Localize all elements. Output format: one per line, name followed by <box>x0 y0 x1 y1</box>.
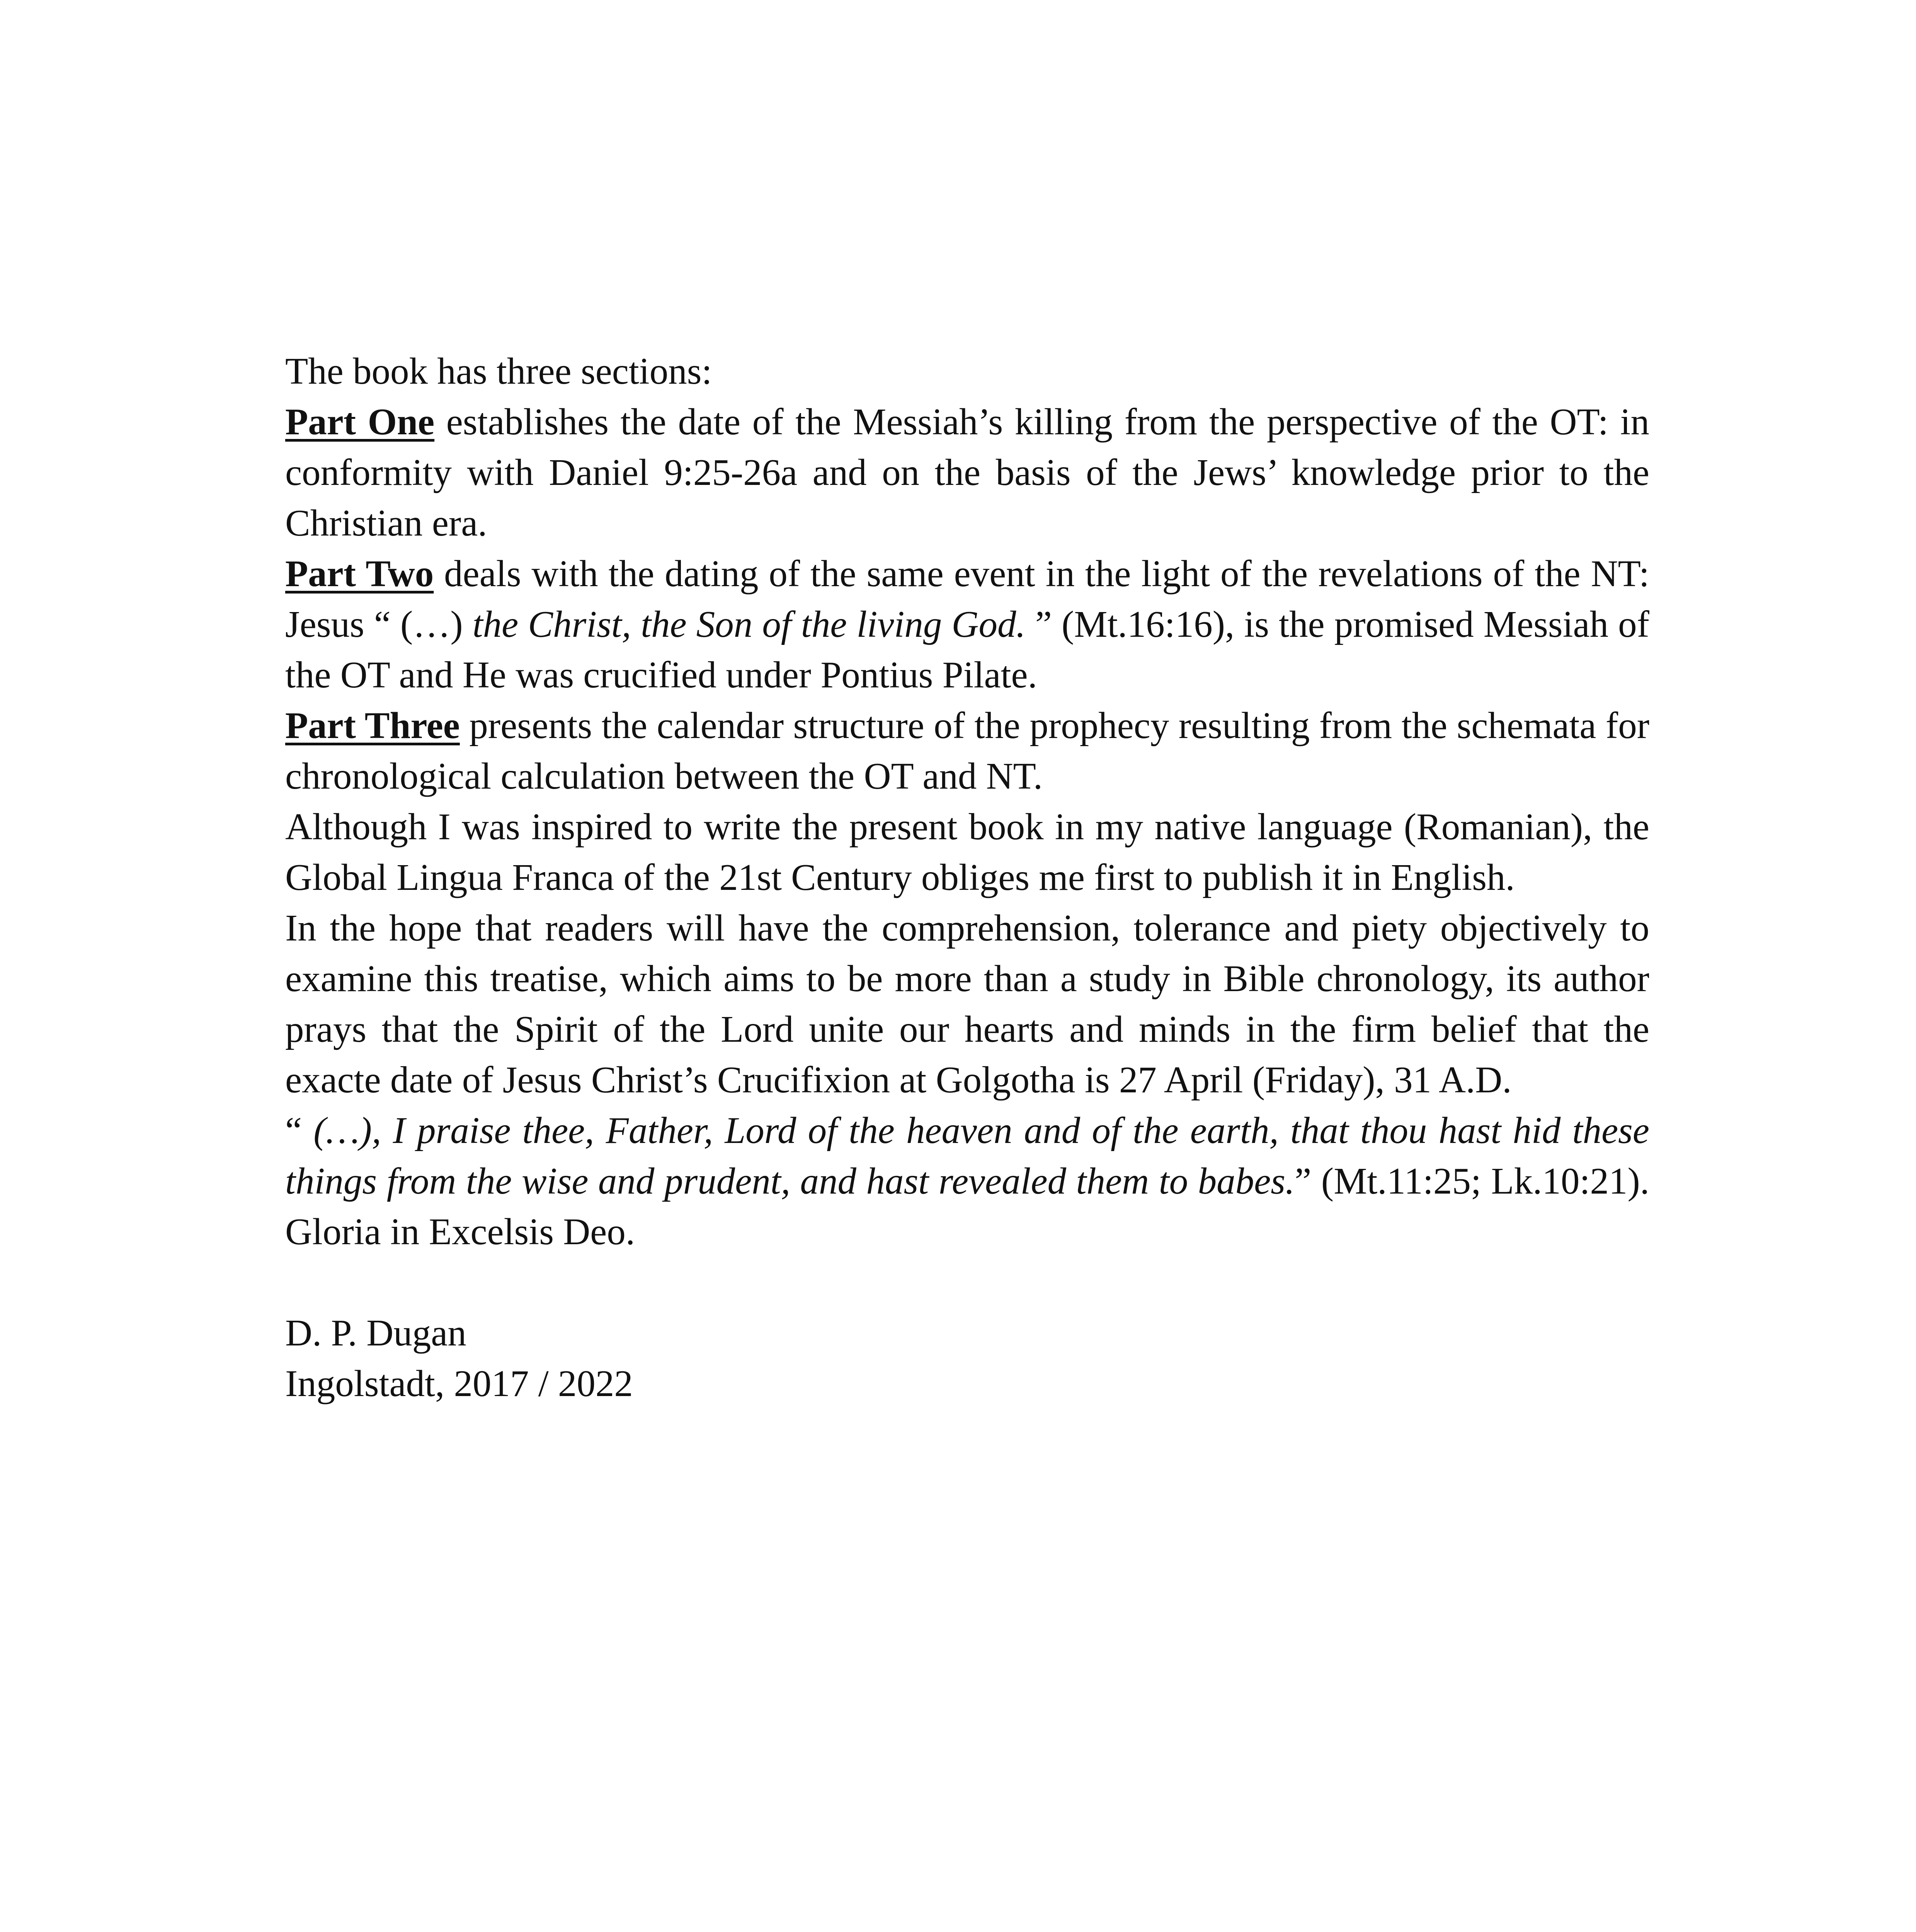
part-three-paragraph <box>285 700 1649 801</box>
part-two-text-after: ” (Mt.16:16), is the promised Messiah of the OT and He was crucified under Pontius Pilate. <box>285 604 1649 696</box>
language-note-paragraph: Although I was inspired to write the present book in my native language (Romanian), the Global Lingua Franca of the 21st Century obliges me first to publish it in English. <box>285 806 1649 898</box>
signature-spacer <box>285 1257 1649 1308</box>
closing-quote-text: (…), I praise thee, Father, Lord of the heaven and of the earth, that thou hast hid these things from the wise and prudent, and hast revealed them to babes. <box>285 1110 1649 1202</box>
closing-quote-after: ” (Mt.11:25; Lk.10:21). Gloria in Excelsis Deo. <box>285 1160 1649 1252</box>
part-three-text: presents the calendar structure of the prophecy resulting from the schemata for chronological calculation between the OT and NT. <box>285 705 1650 797</box>
part-one-label: Part One <box>285 401 435 442</box>
intro-line: The book has three sections: <box>285 350 712 392</box>
part-two-paragraph <box>285 548 1649 700</box>
part-one-paragraph <box>285 396 1649 548</box>
closing-quote-open: “ <box>285 1110 314 1151</box>
signature-author: D. P. Dugan <box>285 1312 466 1354</box>
closing-quote-paragraph <box>285 1105 1649 1257</box>
part-two-label: Part Two <box>285 553 434 594</box>
part-two-text-before: deals with the dating of the same event in the light of the revelations of the NT: Jesus “ (…) <box>285 553 1649 645</box>
part-three-label: Part Three <box>285 705 460 746</box>
signature-place-date: Ingolstadt, 2017 / 2022 <box>285 1363 633 1404</box>
part-one-text: establishes the date of the Messiah’s killing from the perspective of the OT: in conformity with Daniel 9:25-26a and on the basis of the Jews’ knowledge prior to the Christian era. <box>285 401 1650 544</box>
body-text <box>285 346 1649 1409</box>
hope-paragraph: In the hope that readers will have the comprehension, tolerance and piety objectively to examine this treatise, which aims to be more than a study in Bible chronology, its author prays that the Spirit of the Lord unite our hearts and minds in the firm belief that the exacte date of Jesus Christ’s Crucifixion at Golgotha is 27 April (Friday), 31 A.D. <box>285 907 1649 1100</box>
part-two-quote: the Christ, the Son of the living God. <box>472 604 1026 645</box>
